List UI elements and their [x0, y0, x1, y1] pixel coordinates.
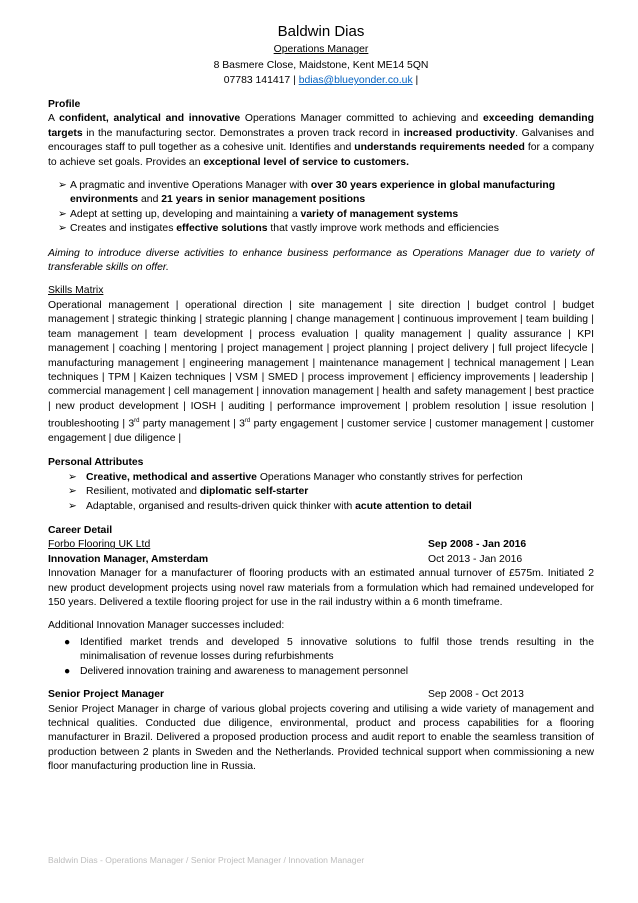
role-dates: Oct 2013 - Jan 2016 [428, 553, 523, 565]
dot-bullet-icon: ● [64, 665, 71, 677]
list-item: ➢ Adept at setting up, developing and maintaining a variety of management systems [58, 208, 594, 222]
candidate-role: Operations Manager [273, 44, 369, 55]
candidate-name: Baldwin Dias [277, 23, 365, 40]
attributes-list [68, 471, 594, 514]
list-item: ● Identified market trends and developed 5 innovative solutions to fulfil those trends resulting in the minimalisation of revenue losses during refurbishments [64, 636, 594, 663]
role-description: Innovation Manager for a manufacturer of flooring products with an estimated annual turnover of £575m. Initiated 2 new product development projects using novel raw materials from a formulation which had remained undeveloped for 150 years. Delivered a textile flooring project for use in the rail industry within a 6 month timeframe. [48, 568, 594, 609]
list-item: ➢ Creative, methodical and assertive Operations Manager who constantly strives for perfection [68, 471, 594, 485]
arrow-bullet-icon: ➢ [58, 208, 67, 220]
attributes-heading: Personal Attributes [48, 457, 144, 469]
list-item: ➢ A pragmatic and inventive Operations Manager with over 30 years experience in global manufacturing environments and 21 years in senior management positions [58, 180, 556, 206]
profile-heading: Profile [48, 99, 81, 110]
arrow-bullet-icon: ➢ [68, 486, 77, 498]
role-dates: Sep 2008 - Oct 2013 [428, 689, 524, 701]
role-subheading: Additional Innovation Manager successes included: [48, 620, 285, 632]
career-heading: Career Detail [48, 525, 113, 537]
profile-highlights [58, 179, 594, 237]
arrow-bullet-icon: ➢ [68, 471, 77, 483]
list-item: ● Delivered innovation training and awareness to management personnel [64, 665, 594, 679]
dot-bullet-icon: ● [64, 636, 71, 648]
arrow-bullet-icon: ➢ [68, 500, 77, 512]
arrow-bullet-icon: ➢ [58, 180, 67, 192]
email-link[interactable]: bdias@blueyonder.co.uk [298, 75, 413, 86]
list-item: ➢ Creates and instigates effective solutions that vastly improve work methods and efficiencies [58, 222, 594, 236]
role-row [48, 688, 594, 702]
contact-line: 07783 141417 | bdias@blueyonder.co.uk | [223, 75, 419, 86]
skills-matrix: Operational management | operational direction | site management | site direction | budget control | budget management | strategic thinking | strategic planning | change management | continuous improvement | team building | team management | team development | process evaluation | quality management | quality assurance | KPI management | coaching | mentoring | project management | project planning | project delivery | full project lifecycle | manufacturing management | engineering management | maintenance management | technical management | Lean techniques | TPM | Kaizen techniques | VSM | SMED | process improvement | efficiency improvements | leadership | commercial management | cell management | innovation management | health and safety management | best practice | new product development | IOSH | auditing | performance improvement | problem resolution | issue resolution | troubleshooting | 3rd party management | 3rd party engagement | customer service | customer management | customer engagement | due diligence | [48, 299, 594, 444]
cv-page [48, 20, 594, 775]
profile-paragraph: A confident, analytical and innovative Operations Manager committed to achieving and exceeding demanding targets in the manufacturing sector. Demonstrates a proven track record in increased productivity. Galvanises and encourages staff to pull together as a cohesive unit. Identifies and understands requirements needed for a company to achieve set goals. Provides an exceptional level of service to customers. [48, 113, 594, 168]
role-title: Senior Project Manager [48, 689, 165, 701]
role-row [48, 553, 594, 567]
phone: 07783 141417 [223, 75, 291, 86]
list-item: ➢ Adaptable, organised and results-driven quick thinker with acute attention to detail [68, 500, 594, 514]
page-footer: Baldwin Dias - Operations Manager / Senior Project Manager / Innovation Manager [48, 855, 365, 865]
role-description: Senior Project Manager in charge of various global projects covering and utilising a wide variety of management and technical qualities. Conducted due diligence, environmental, product and process capabilities for a flooring manufacturer in Brazil. Delivered a proposed production process and audit report to enable the seamless transition of production between 2 plants in Sweden and the Netherlands. Provided technical support when commissioning a new floor manufacturing production line in Russia. [48, 703, 594, 773]
address: 8 Basmere Close, Maidstone, Kent ME14 5QN [213, 60, 429, 71]
objective-statement: Aiming to introduce diverse activities to enhance business performance as Operations Manager due to variety of transferable skills on offer. [48, 247, 594, 274]
role-title: Innovation Manager, Amsterdam [48, 553, 209, 565]
company-row [48, 538, 594, 552]
company-dates: Sep 2008 - Jan 2016 [428, 539, 527, 551]
arrow-bullet-icon: ➢ [58, 223, 67, 235]
list-item: ➢ Resilient, motivated and diplomatic self-starter [68, 485, 594, 499]
company-name: Forbo Flooring UK Ltd [48, 539, 151, 551]
role-achievements [64, 636, 594, 679]
skills-heading: Skills Matrix [48, 285, 104, 297]
